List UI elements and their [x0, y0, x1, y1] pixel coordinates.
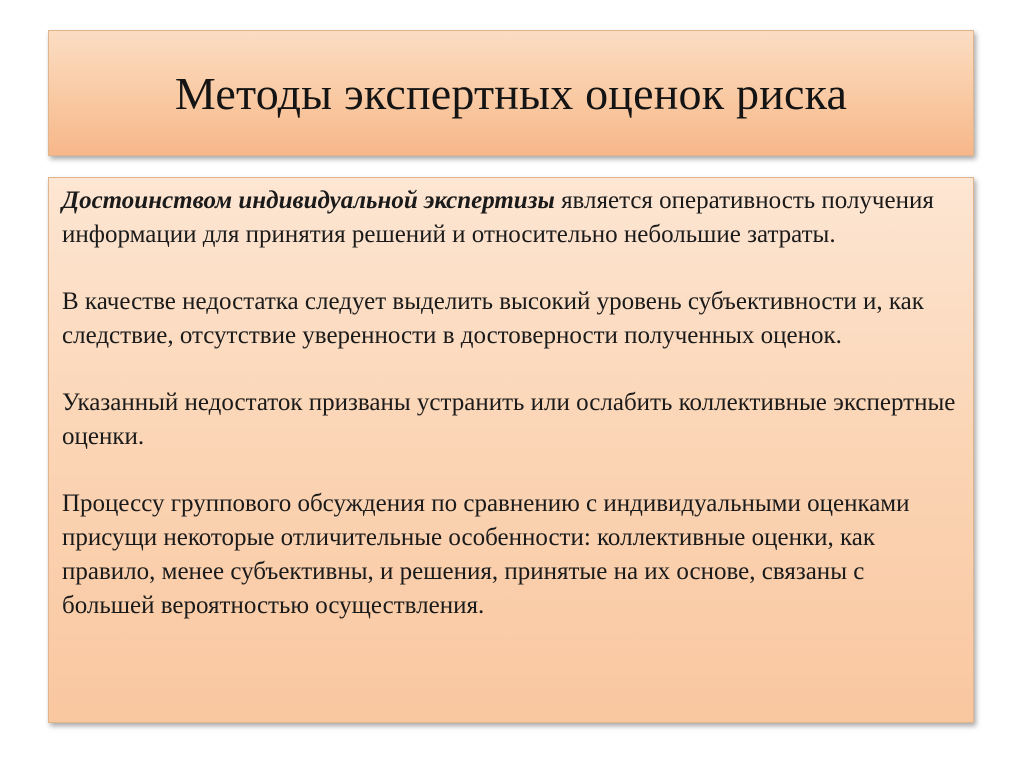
slide-title: Методы экспертных оценок риска: [174, 67, 848, 119]
paragraph-advantage: [62, 184, 961, 252]
paragraph-disadvantage: В качестве недостатка следует выделить высокий уровень субъективности и, как следствие, отсутствие уверенности в достоверности полученных оценок.: [62, 288, 924, 349]
paragraph-advantage-text: является оперативность получения информации для принятия решений и относительно небольшие затраты.: [62, 187, 934, 248]
paragraph-advantage-lead: Достоинством индивидуальной экспертизы: [62, 187, 555, 214]
paragraph-collective: Указанный недостаток призваны устранить или ослабить коллективные экспертные оценки.: [62, 389, 956, 450]
paragraph-group-discussion: Процессу группового обсуждения по сравнению с индивидуальными оценками присущи некоторые отличительные особенности: коллективные оценки, как правило, менее субъективны, и решения, принятые на их основе, связаны с большей вероятностью осуществления.: [62, 490, 910, 619]
content-box: [48, 177, 974, 723]
title-box: [48, 30, 974, 156]
